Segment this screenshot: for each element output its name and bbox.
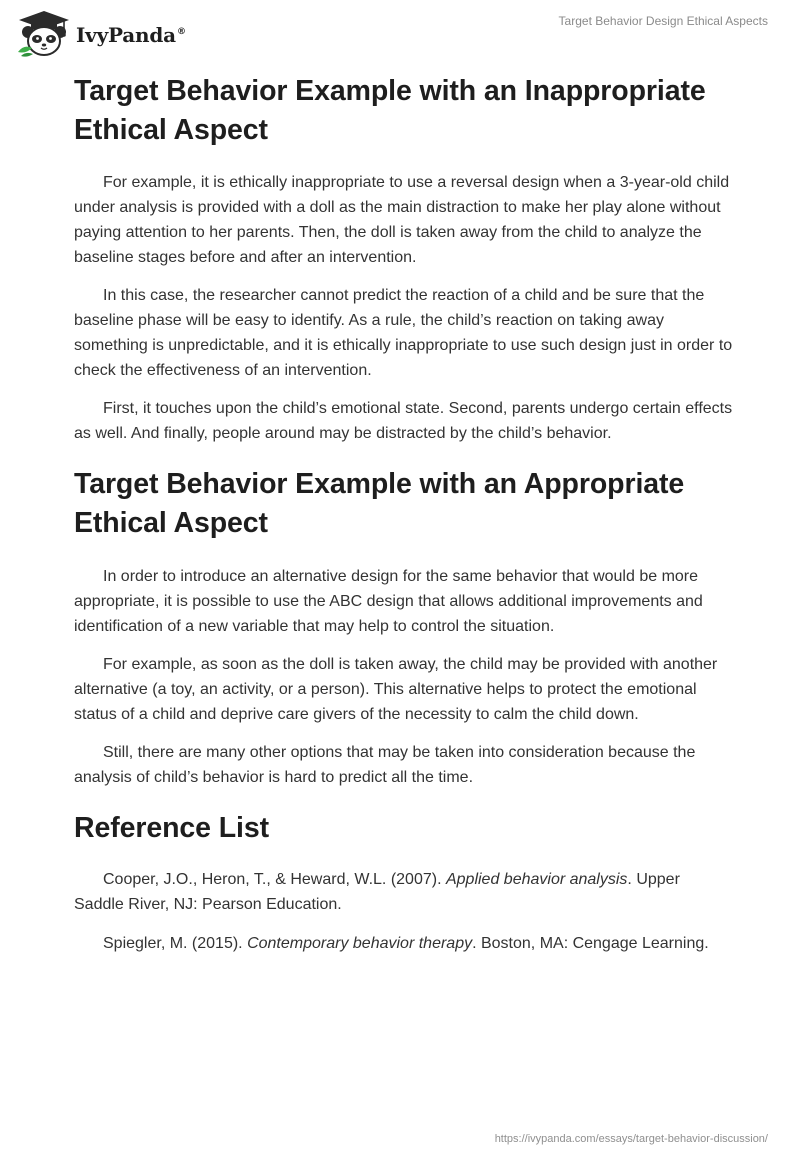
section-heading: Target Behavior Example with an Appropriate Ethical Aspect [74,468,685,539]
body-paragraph: In order to introduce an alternative design for the same behavior that would be more appropriate, it is possible to use the ABC design that allows additional improvements and identification of a new variable that may help to control the situation. [74,568,703,635]
logo-text: IvyPanda® [76,23,186,47]
body-paragraph: For example, it is ethically inappropriate to use a reversal design when a 3-year-old child under analysis is provided with a doll as the main distraction to make her play alone without paying attention to her parents. Then, the doll is taken away from the child to analyze the baseline stages before and after an intervention. [74,174,730,266]
reference-title: Contemporary behavior therapy [247,935,473,952]
reference-list [74,809,734,956]
section-heading: Target Behavior Example with an Inappropriate Ethical Aspect [74,75,706,146]
registered-mark: ® [176,27,186,38]
reference-item: Cooper, J.O., Heron, T., & Heward, W.L. (2007). Applied behavior analysis. Upper Saddle River, NJ: Pearson Education. [74,871,680,913]
reference-item: Spiegler, M. (2015). Contemporary behavior therapy. Boston, MA: Cengage Learning. [103,935,709,952]
panda-logo-icon [14,8,74,58]
reference-title: Applied behavior analysis [445,871,628,888]
section-appropriate-ethical-aspect [74,465,734,790]
essay-content [74,72,734,956]
page-header [0,0,800,70]
section-heading: Reference List [74,812,270,844]
section-inappropriate-ethical-aspect [74,72,734,446]
body-paragraph: For example, as soon as the doll is taken away, the child may be provided with another alternative (a toy, an activity, or a person). This alternative helps to protect the emotional status of a child and deprive care givers of the necessity to calm the child down. [74,656,718,723]
footer-url-link[interactable]: https://ivypanda.com/essays/target-behavior-discussion/ [494,1133,768,1145]
header-document-title: Target Behavior Design Ethical Aspects [558,14,768,28]
ivypanda-logo[interactable] [14,8,186,58]
body-paragraph: First, it touches upon the child’s emotional state. Second, parents undergo certain effects as well. And finally, people around may be distracted by the child’s behavior. [74,400,733,442]
body-paragraph: In this case, the researcher cannot predict the reaction of a child and be sure that the baseline phase will be easy to identify. As a rule, the child’s reaction on taking away something is unpredictable, and it is ethically inappropriate to use such design just in order to check the effectiveness of an intervention. [74,287,733,379]
body-paragraph: Still, there are many other options that may be taken into consideration because the analysis of child’s behavior is hard to predict all the time. [74,744,696,786]
